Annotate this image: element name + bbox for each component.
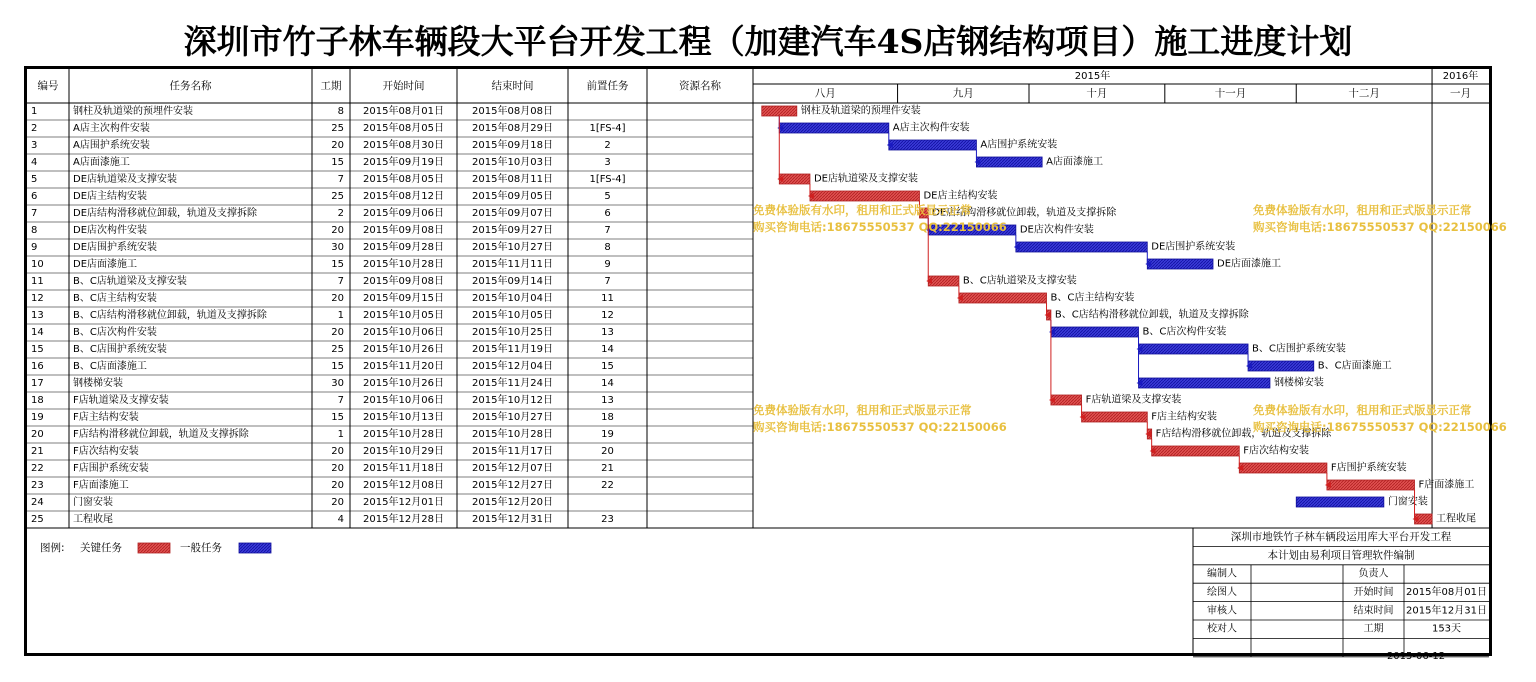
task-predecessor: 23 (601, 514, 614, 525)
task-duration: 1 (337, 310, 344, 321)
task-end: 2015年09月14日 (472, 276, 553, 287)
bar-label: A店主次构件安装 (892, 122, 970, 134)
task-id: 9 (31, 242, 38, 253)
info-label: 负责人 (1358, 568, 1389, 580)
task-name: B、C店次构件安装 (73, 327, 157, 338)
dependency-link (1151, 439, 1152, 451)
dependency-link (1238, 456, 1239, 468)
task-name: B、C店主结构安装 (73, 293, 157, 304)
critical-task-bar (1082, 412, 1148, 422)
task-id: 17 (31, 378, 44, 389)
table-header-end: 结束时间 (491, 80, 534, 92)
task-id: 20 (31, 429, 44, 440)
task-start: 2015年12月08日 (363, 480, 444, 491)
normal-task-bar (889, 140, 977, 150)
dependency-link (1015, 235, 1016, 247)
task-id: 1 (31, 106, 38, 117)
task-end: 2015年10月05日 (472, 310, 553, 321)
dependency-link (958, 286, 959, 298)
dependency-link (1146, 252, 1147, 264)
critical-task-bar (1147, 429, 1151, 439)
task-start: 2015年12月28日 (363, 514, 444, 525)
task-predecessor: 9 (604, 259, 611, 270)
bar-label: B、C店主结构安装 (1050, 292, 1135, 304)
task-predecessor: 8 (604, 242, 611, 253)
task-id: 6 (31, 191, 38, 202)
task-predecessor: 1[FS-4] (589, 123, 626, 134)
task-name: DE店面漆施工 (73, 259, 138, 270)
bar-label: F店轨道梁及支撑安装 (1085, 394, 1182, 406)
task-duration: 7 (337, 395, 344, 406)
bar-label: F店次结构安装 (1243, 445, 1310, 457)
info-label: 编制人 (1207, 568, 1237, 580)
task-name: DE店轨道梁及支撑安装 (73, 174, 178, 185)
bar-label: F店结构滑移就位卸载，轨道及支撑拆除 (1155, 428, 1332, 440)
task-start: 2015年10月28日 (363, 429, 444, 440)
task-duration: 15 (331, 412, 344, 423)
task-end: 2015年11月19日 (472, 344, 553, 355)
bar-label: DE店围护系统安装 (1151, 241, 1236, 253)
task-duration: 7 (337, 174, 344, 185)
task-name: A店围护系统安装 (73, 140, 150, 151)
task-predecessor: 5 (604, 191, 611, 202)
task-end: 2015年10月04日 (472, 293, 553, 304)
task-duration: 25 (331, 344, 344, 355)
task-start: 2015年08月05日 (363, 123, 444, 134)
task-end: 2015年09月07日 (472, 208, 553, 219)
bar-label: A店面漆施工 (1046, 156, 1103, 168)
critical-task-bar (779, 174, 810, 184)
task-id: 8 (31, 225, 38, 236)
task-start: 2015年11月18日 (363, 463, 444, 474)
bar-label: B、C店次构件安装 (1142, 326, 1227, 338)
task-end: 2015年08月08日 (472, 106, 553, 117)
task-duration: 20 (331, 480, 344, 491)
critical-task-bar (1327, 480, 1415, 490)
bar-label: DE店结构滑移就位卸载，轨道及支撑拆除 (932, 207, 1117, 219)
task-name: B、C店轨道梁及支撑安装 (73, 276, 187, 287)
task-predecessor: 14 (601, 378, 614, 389)
timeline-month-label: 十二月 (1348, 87, 1380, 100)
task-name: 钢楼梯安装 (73, 378, 123, 389)
table-header-pred: 前置任务 (586, 80, 629, 92)
task-end: 2015年08月29日 (472, 123, 553, 134)
task-id: 24 (31, 497, 44, 508)
normal-task-bar (1147, 259, 1213, 269)
task-duration: 15 (331, 361, 344, 372)
task-predecessor: 12 (601, 310, 614, 321)
task-duration: 20 (331, 463, 344, 474)
task-id: 11 (31, 276, 44, 287)
normal-task-bar (1139, 378, 1270, 388)
bar-label: A店围护系统安装 (980, 139, 1058, 151)
critical-task-bar (1051, 395, 1082, 405)
dependency-link (888, 133, 889, 145)
task-id: 5 (31, 174, 38, 185)
task-id: 7 (31, 208, 38, 219)
info-label: 工期 (1363, 623, 1384, 635)
task-name: DE店围护系统安装 (73, 242, 158, 253)
info-date: 2015-06-12 (1386, 650, 1446, 662)
page-title: 深圳市竹子林车辆段大平台开发工程（加建汽车4S店钢结构项目）施工进度计划 (183, 22, 1353, 61)
legend-title: 图例: (40, 542, 65, 554)
normal-task-bar (976, 157, 1042, 167)
task-predecessor: 20 (601, 446, 614, 457)
info-value: 2015年12月31日 (1406, 605, 1487, 617)
timeline-month-label: 一月 (1450, 87, 1472, 100)
task-end: 2015年10月28日 (472, 429, 553, 440)
task-duration: 15 (331, 157, 344, 168)
task-start: 2015年08月01日 (363, 106, 444, 117)
bar-label: DE店次构件安装 (1019, 224, 1094, 236)
task-duration: 30 (331, 242, 344, 253)
task-start: 2015年09月15日 (363, 293, 444, 304)
bar-label: B、C店围护系统安装 (1252, 343, 1346, 355)
legend-normal-swatch (239, 543, 271, 553)
task-end: 2015年09月18日 (472, 140, 553, 151)
task-start: 2015年12月01日 (363, 497, 444, 508)
task-start: 2015年09月08日 (363, 276, 444, 287)
bar-label: DE店面漆施工 (1217, 258, 1282, 270)
task-id: 19 (31, 412, 44, 423)
legend-normal-label: 一般任务 (180, 542, 222, 554)
task-name: DE店次构件安装 (73, 225, 148, 236)
task-end: 2015年11月17日 (472, 446, 553, 457)
task-id: 10 (31, 259, 44, 270)
task-id: 15 (31, 344, 44, 355)
task-name: 钢柱及轨道梁的预埋件安装 (73, 106, 193, 117)
task-end: 2015年12月31日 (472, 514, 553, 525)
task-id: 3 (31, 140, 38, 151)
task-start: 2015年10月26日 (363, 378, 444, 389)
task-duration: 25 (331, 123, 344, 134)
task-predecessor: 11 (601, 293, 614, 304)
task-end: 2015年10月27日 (472, 412, 553, 423)
bar-label: 工程收尾 (1436, 513, 1477, 525)
task-predecessor: 2 (604, 140, 611, 151)
task-duration: 20 (331, 327, 344, 338)
bar-label: DE店主结构安装 (923, 190, 998, 202)
info-label: 校对人 (1207, 623, 1237, 635)
task-duration: 4 (337, 514, 344, 525)
task-end: 2015年10月12日 (472, 395, 553, 406)
dependency-link (1326, 473, 1327, 485)
critical-task-bar (1047, 310, 1051, 320)
task-start: 2015年11月20日 (363, 361, 444, 372)
task-predecessor: 13 (601, 395, 614, 406)
info-software-note: 本计划由易利项目管理软件编制 (1267, 549, 1415, 562)
task-id: 4 (31, 157, 38, 168)
task-end: 2015年09月05日 (472, 191, 553, 202)
task-duration: 20 (331, 293, 344, 304)
critical-task-bar (762, 106, 797, 116)
timeline-month-label: 十月 (1086, 87, 1108, 100)
info-label: 审核人 (1207, 605, 1237, 617)
task-name: DE店主结构安装 (73, 191, 148, 202)
task-duration: 30 (331, 378, 344, 389)
normal-task-bar (1016, 242, 1147, 252)
task-start: 2015年10月26日 (363, 344, 444, 355)
table-header-id: 编号 (37, 80, 59, 92)
task-end: 2015年11月11日 (472, 259, 553, 270)
task-end: 2015年08月11日 (472, 174, 553, 185)
task-start: 2015年09月28日 (363, 242, 444, 253)
task-name: B、C店结构滑移就位卸载，轨道及支撑拆除 (73, 310, 267, 321)
info-label: 结束时间 (1353, 605, 1394, 617)
dependency-link (1046, 303, 1047, 315)
legend-critical-swatch (138, 543, 170, 553)
task-duration: 2 (337, 208, 344, 219)
task-duration: 25 (331, 191, 344, 202)
timeline-month-label: 八月 (814, 87, 836, 100)
task-name: DE店结构滑移就位卸载，轨道及支撑拆除 (73, 208, 258, 219)
dependency-link (778, 116, 779, 179)
task-name: B、C店围护系统安装 (73, 344, 167, 355)
watermark-text: 购买咨询电话:18675550537 QQ:22150066 (1253, 420, 1507, 434)
task-name: F店轨道梁及支撑安装 (73, 395, 169, 406)
critical-task-bar (1239, 463, 1327, 473)
task-name: A店主次构件安装 (73, 123, 150, 134)
task-end: 2015年12月04日 (472, 361, 553, 372)
dependency-link (1138, 337, 1139, 383)
dependency-link (809, 184, 810, 196)
task-start: 2015年08月12日 (363, 191, 444, 202)
info-label: 绘图人 (1207, 586, 1237, 598)
critical-task-bar (810, 191, 920, 201)
legend-critical-label: 关键任务 (80, 542, 122, 554)
task-predecessor: 18 (601, 412, 614, 423)
task-id: 23 (31, 480, 44, 491)
normal-task-bar (1248, 361, 1314, 371)
task-start: 2015年08月05日 (363, 174, 444, 185)
task-name: 门窗安装 (73, 497, 113, 508)
task-name: F店面漆施工 (73, 480, 129, 491)
dependency-link (975, 150, 976, 162)
info-label: 开始时间 (1353, 586, 1394, 598)
task-start: 2015年10月13日 (363, 412, 444, 423)
watermark-text: 免费体验版有水印，租用和正式版显示正常 (753, 203, 972, 217)
task-end: 2015年10月27日 (472, 242, 553, 253)
info-value: 2015年08月01日 (1406, 586, 1487, 598)
task-predecessor: 13 (601, 327, 614, 338)
table-header-start: 开始时间 (382, 80, 425, 92)
task-name: F店主结构安装 (73, 412, 139, 423)
task-end: 2015年12月27日 (472, 480, 553, 491)
task-end: 2015年12月07日 (472, 463, 553, 474)
task-id: 13 (31, 310, 44, 321)
task-predecessor: 21 (601, 463, 614, 474)
task-predecessor: 22 (601, 480, 614, 491)
task-predecessor: 7 (604, 225, 611, 236)
critical-task-bar (959, 293, 1047, 303)
task-predecessor: 6 (604, 208, 611, 219)
task-id: 22 (31, 463, 44, 474)
bar-label: F店面漆施工 (1418, 479, 1475, 491)
task-duration: 20 (331, 140, 344, 151)
normal-task-bar (1139, 344, 1249, 354)
task-predecessor: 3 (604, 157, 611, 168)
normal-task-bar (1296, 497, 1384, 507)
table-header-resource: 资源名称 (679, 80, 721, 92)
task-name: 工程收尾 (73, 514, 113, 525)
task-start: 2015年10月06日 (363, 327, 444, 338)
task-name: A店面漆施工 (73, 157, 130, 168)
task-id: 16 (31, 361, 44, 372)
task-end: 2015年11月24日 (472, 378, 553, 389)
task-end: 2015年12月20日 (472, 497, 553, 508)
table-header-name: 任务名称 (169, 80, 212, 92)
task-start: 2015年10月28日 (363, 259, 444, 270)
bar-label: 门窗安装 (1387, 496, 1428, 508)
task-start: 2015年10月29日 (363, 446, 444, 457)
task-predecessor: 19 (601, 429, 614, 440)
critical-task-bar (1415, 514, 1433, 524)
task-start: 2015年09月08日 (363, 225, 444, 236)
watermark-text: 购买咨询电话:18675550537 QQ:22150066 (753, 220, 1007, 234)
task-duration: 1 (337, 429, 344, 440)
task-name: F店结构滑移就位卸载，轨道及支撑拆除 (73, 429, 249, 440)
watermark-text: 免费体验版有水印，租用和正式版显示正常 (1253, 203, 1472, 217)
bar-label: F店围护系统安装 (1330, 462, 1407, 474)
bar-label: DE店轨道梁及支撑安装 (813, 173, 918, 185)
task-predecessor: 1[FS-4] (589, 174, 626, 185)
task-duration: 20 (331, 225, 344, 236)
timeline-month-label: 九月 (952, 87, 974, 100)
dependency-link (1247, 354, 1248, 366)
task-end: 2015年10月25日 (472, 327, 553, 338)
timeline-year-2015: 2015年 (1074, 71, 1111, 82)
task-start: 2015年09月19日 (363, 157, 444, 168)
task-duration: 7 (337, 276, 344, 287)
task-id: 14 (31, 327, 44, 338)
task-duration: 15 (331, 259, 344, 270)
task-id: 2 (31, 123, 38, 134)
watermark-text: 免费体验版有水印，租用和正式版显示正常 (753, 403, 972, 417)
dependency-link (1146, 422, 1147, 434)
task-duration: 8 (337, 106, 344, 117)
timeline-year-2016: 2016年 (1442, 71, 1479, 82)
normal-task-bar (1051, 327, 1139, 337)
watermark-text: 购买咨询电话:18675550537 QQ:22150066 (1253, 220, 1507, 234)
bar-label: F店主结构安装 (1151, 411, 1218, 423)
task-duration: 20 (331, 446, 344, 457)
table-header-duration: 工期 (320, 80, 342, 92)
task-predecessor: 14 (601, 344, 614, 355)
task-name: B、C店面漆施工 (73, 361, 147, 372)
timeline-month-label: 十一月 (1214, 87, 1247, 100)
task-start: 2015年10月05日 (363, 310, 444, 321)
info-project-name: 深圳市地铁竹子林车辆段运用库大平台开发工程 (1230, 531, 1452, 544)
task-id: 18 (31, 395, 44, 406)
task-start: 2015年08月30日 (363, 140, 444, 151)
critical-task-bar (928, 276, 959, 286)
task-name: F店围护系统安装 (73, 463, 149, 474)
task-name: F店次结构安装 (73, 446, 139, 457)
dependency-link (1081, 405, 1082, 417)
watermark-text: 购买咨询电话:18675550537 QQ:22150066 (753, 420, 1007, 434)
task-end: 2015年10月03日 (472, 157, 553, 168)
task-end: 2015年09月27日 (472, 225, 553, 236)
task-start: 2015年10月06日 (363, 395, 444, 406)
info-value: 153天 (1431, 623, 1462, 635)
bar-label: B、C店面漆施工 (1317, 360, 1392, 372)
task-start: 2015年09月06日 (363, 208, 444, 219)
watermark-text: 免费体验版有水印，租用和正式版显示正常 (1253, 403, 1472, 417)
task-predecessor: 7 (604, 276, 611, 287)
task-predecessor: 15 (601, 361, 614, 372)
bar-label: 钢楼梯安装 (1273, 377, 1324, 389)
task-id: 25 (31, 514, 44, 525)
bar-label: B、C店轨道梁及支撑安装 (962, 275, 1077, 287)
bar-label: 钢柱及轨道梁的预埋件安装 (800, 105, 921, 117)
normal-task-bar (779, 123, 889, 133)
bar-label: B、C店结构滑移就位卸载，轨道及支撑拆除 (1054, 309, 1249, 321)
task-id: 21 (31, 446, 44, 457)
task-duration: 20 (331, 497, 344, 508)
critical-task-bar (1152, 446, 1240, 456)
task-id: 12 (31, 293, 44, 304)
